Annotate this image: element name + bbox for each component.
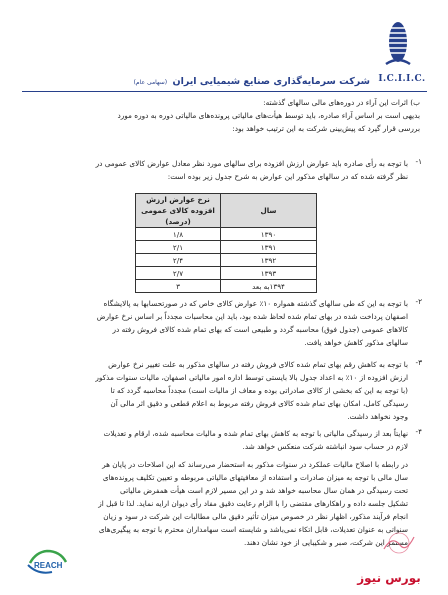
year-cell: ۱۳۹۲ — [221, 254, 317, 267]
company-name — [70, 76, 370, 87]
table-row — [136, 280, 317, 293]
section-b-line: بدیهی است بر اساس آراء صادره، باید توسط هیأت‌های مالیاتی پرونده‌های مالیاتی دوره به دوره مورد — [117, 111, 420, 120]
header-divider — [22, 91, 427, 92]
item-3-line: ارزش افزوده از ۱۰٪ به اعداد جدول بالا بایستی توسط اداره امور مالیاتی اصفهان، مالیات سنوات مذکور — [95, 373, 408, 382]
year-cell: ۱۳۹۰ — [221, 228, 317, 241]
table-row — [136, 267, 317, 280]
table-row — [136, 241, 317, 254]
rate-cell: ۲/۱ — [136, 241, 221, 254]
table-row — [136, 228, 317, 241]
table-header-row — [136, 194, 317, 228]
item-number: ۱- — [415, 157, 422, 166]
section-b-line: بررسی قرار گیرد که پیش‌بینی شرکت به این ترتیب خواهد بود: — [232, 124, 420, 133]
company-name-text: شرکت سرمایه‌گذاری صنایع شیمیایی ایران — [172, 76, 370, 87]
closing-line: سنواتی به عنوان تعدیلات، قابل اتکاء نمی‌باشد و شایسته است سهامداران محترم با توجه به پیگیری‌های — [98, 525, 408, 534]
item-3-line: با توجه به کاهش رقم بهای تمام شده کالای فروش رفته در سالهای مذکور به علت تغییر نرخ عوارض — [108, 360, 408, 369]
year-cell: ۱۳۹۱ — [221, 241, 317, 254]
rate-cell: ۱/۸ — [136, 228, 221, 241]
wheat-sheaf-logo-icon — [378, 18, 418, 70]
item-number: ۲- — [415, 297, 422, 306]
closing-line: مستمر این شرکت، صبر و شکیبایی از خود نشان دهند. — [244, 538, 408, 547]
closing-line: تحت رسیدگی در همان سال محاسبه خواهد شد و در این مسیر لازم است هیأت همفرض مالیاتی — [119, 486, 408, 495]
company-stamp-icon — [380, 527, 418, 557]
year-cell: ۱۳۹۳ — [221, 267, 317, 280]
item-2-line: با توجه به این که طی سالهای گذشته همواره ۱۰٪ عوارض کالای خاص که در صورتحسابها به پالایشگاه — [103, 299, 408, 308]
rate-cell: ۳ — [136, 280, 221, 293]
rate-cell: ۲/۴ — [136, 254, 221, 267]
bourse-news-watermark: بورس نیوز — [357, 571, 421, 585]
reach-label: REACH — [34, 561, 63, 570]
closing-line: در رابطه با اصلاح مالیات عملکرد در سنوات مذکور به استحضار می‌رساند که این اصلاحات در پایان هر — [102, 460, 408, 469]
item-number: ۴- — [415, 427, 422, 436]
company-suffix: (سهامی عام) — [133, 79, 168, 86]
year-cell: ۱۳۹۴به بعد — [221, 280, 317, 293]
item-3-line: (با توجه به این که بخشی از کالای صادراتی بوده و معاف از مالیات است) مجدداً محاسبه گردد که تا — [110, 386, 408, 395]
item-2-line: اصفهان پرداخت شده در بهای تمام شده لحاظ شده بود، باید این محاسبات مجدداً بر اساس نرخ عوارض — [96, 312, 408, 321]
item-4-line: لازم در حساب سود انباشته شرکت منعکس خواهد شد. — [242, 442, 408, 451]
item-2-line: سالهای مذکور کاهش خواهد یافت. — [304, 338, 408, 347]
item-1-line: نظر گرفته شده که در سالهای مذکور این عوارض به شرح جدول زیر بوده است: — [167, 172, 408, 181]
header-year: سال — [221, 194, 317, 228]
closing-line: انجام فرآیند مذکور، اظهار نظر در خصوص میزان تأثیر دقیق مالی مطالبات این شرکت در سود و زیان — [103, 512, 408, 521]
rate-cell: ۲/۷ — [136, 267, 221, 280]
item-4-line: نهایتاً بعد از رسیدگی مالیاتی با توجه به کاهش بهای تمام شده و مالیات محاسبه شده، ارقام و تعدیلات — [103, 429, 408, 438]
table-row — [136, 254, 317, 267]
item-3-line: رسیدگی کامل، امکان بهای تمام شده کالای فروش رفته مربوط به اعلام قطعی و دقیق اثر مالی آن — [110, 399, 408, 408]
item-3-line: وجود نخواهد داشت. — [347, 412, 408, 421]
item-number: ۳- — [415, 358, 422, 367]
reach-certification-icon — [22, 548, 72, 578]
header-rate: نرخ عوارض ارزش افزوده کالای عمومی (درصد) — [136, 194, 221, 228]
closing-line: تشکیل جلسه داده و راهکارهای مقتضی را با الزام رعایت دقیق مفاد رأی دیوان ارایه نماید. لذا تا قبل از — [98, 499, 408, 508]
rates-table — [135, 193, 317, 293]
item-2-line: کالاهای عمومی (جدول فوق) محاسبه گردد و طبیعی است که بهای تمام شده کالای فروش رفته در — [112, 325, 408, 334]
item-1-line: با توجه به رأی صادره باید عوارض ارزش افزوده برای سالهای مورد نظر معادل عوارض کالای عمومی در — [95, 159, 408, 168]
logo-text: I.C.I.I.C. — [378, 74, 426, 84]
section-b-heading: ب) اثرات این آراء در دوره‌های مالی سالهای گذشته: — [263, 98, 420, 107]
closing-line: سال مالی با توجه به میزان صادرات و استفاده از معافیتهای مالیاتی مربوطه و تعیین تکلیف پرونده‌های — [102, 473, 408, 482]
